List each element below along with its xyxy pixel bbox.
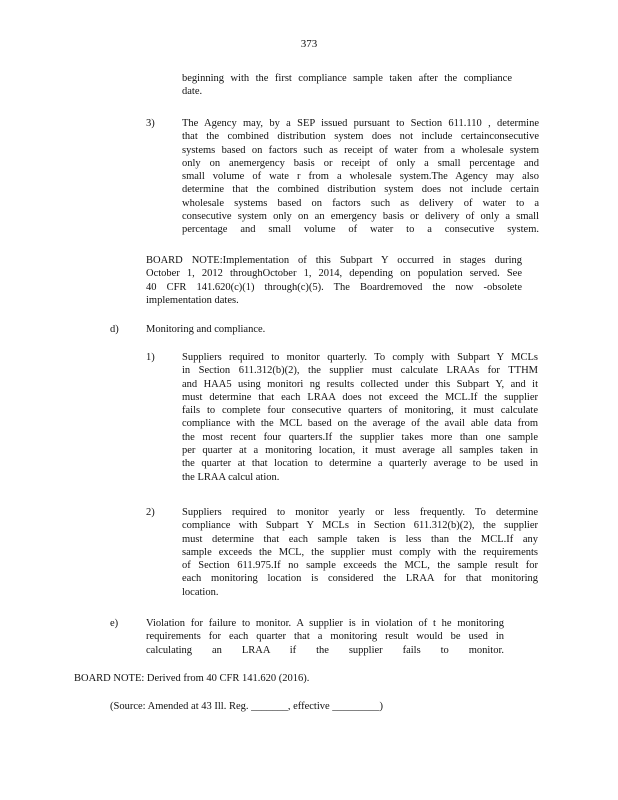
text-line: per quarter at a monitoring location, it must average all samples taken in	[182, 445, 538, 457]
text-line: The Agency may, by a SEP issued pursuant to Section 611.110 , determine	[182, 118, 539, 129]
text-line: 40 CFR 141.620(c)(1) through(c)(5). The Boardremoved the now -obsolete	[146, 281, 522, 293]
text-line: of Section 611.975.If no sample exceeds the MCL, the sample result for	[182, 560, 538, 572]
item-label: 3)	[146, 118, 155, 129]
item-label: 1)	[146, 352, 155, 363]
item-d1-text	[182, 351, 538, 484]
text-line: systems based on factors such as receipt of water from a wholesale system	[182, 144, 539, 156]
source-note: (Source: Amended at 43 Ill. Reg. _______, effective _________)	[110, 701, 384, 712]
text-line: only on anemergency basis or receipt of only a small percentage and	[182, 157, 539, 169]
text-line: implementation dates.	[146, 294, 239, 306]
text-line: fails to complete four consecutive quarters of monitoring, it must calculate	[182, 405, 538, 417]
text-line: compliance with the MCL based on the average of the avail able data from	[182, 418, 538, 430]
text-line: location.	[182, 586, 219, 598]
text-line: beginning with the first compliance sample taken after the compliance	[182, 73, 512, 84]
paragraph-continuation	[182, 72, 512, 99]
text-line: sample exceeds the MCL, the supplier must comply with the requirements	[182, 546, 538, 558]
text-line: that the combined distribution system does not include certainconsecutive	[182, 131, 539, 143]
section-heading: Monitoring and compliance.	[146, 324, 266, 335]
text-line: and HAA5 using monitori ng results collected under this Subpart Y, and it	[182, 378, 538, 390]
text-line: Violation for failure to monitor. A supplier is in violation of t he monitoring	[146, 618, 504, 629]
text-line: the quarter at that location to determine a quarterly average to be used in	[182, 458, 538, 470]
text-line: the most recent four quarters.If the supplier takes more than one sample	[182, 431, 538, 443]
text-line: compliance with Subpart Y MCLs in Section 611.312(b)(2), the supplier	[182, 520, 538, 532]
section-label: d)	[110, 324, 119, 335]
item-label: 2)	[146, 507, 155, 518]
text-line: BOARD NOTE:Implementation of this Subpart Y occurred in stages during	[146, 255, 522, 266]
text-line: small volume of wate r from a wholesale system.The Agency may also	[182, 171, 539, 183]
text-line: wholesale systems based on factors such as delivery of water to a	[182, 197, 539, 209]
text-line: October 1, 2012 throughOctober 1, 2014, depending on population served. See	[146, 268, 522, 280]
text-line: Suppliers required to monitor quarterly. To comply with Subpart Y MCLs	[182, 352, 538, 363]
text-line: must determine that each LRAA does not exceed the MCL.If the supplier	[182, 391, 538, 403]
board-note	[146, 254, 522, 307]
page-number: 373	[300, 38, 318, 50]
text-line: Suppliers required to monitor yearly or less frequently. To determine	[182, 507, 538, 518]
text-line: consecutive system only on an emergency basis or delivery of only a small	[182, 211, 539, 223]
text-line: each monitoring location is considered the LRAA for that monitoring	[182, 573, 538, 585]
text-line: must determine that each sample taken is less than the MCL.If any	[182, 533, 538, 545]
text-line: date.	[182, 86, 203, 98]
item-d2-text	[182, 506, 538, 599]
section-label: e)	[110, 618, 119, 629]
text-line: determine that the combined distribution system does not include certain	[182, 184, 539, 196]
section-e-text	[146, 617, 504, 657]
text-line: requirements for each quarter that a monitoring result would be used in	[146, 631, 504, 643]
text-line: the LRAA calcul ation.	[182, 471, 280, 483]
text-line: calculating an LRAA if the supplier fails to monitor.	[146, 644, 504, 656]
text-line: percentage and small volume of water to a consecutive system.	[182, 224, 539, 236]
item-3-text	[182, 117, 539, 237]
board-note-derived: BOARD NOTE: Derived from 40 CFR 141.620 (2016).	[74, 673, 310, 684]
text-line: in Section 611.312(b)(2), the supplier must calculate LRAAs for TTHM	[182, 365, 538, 377]
